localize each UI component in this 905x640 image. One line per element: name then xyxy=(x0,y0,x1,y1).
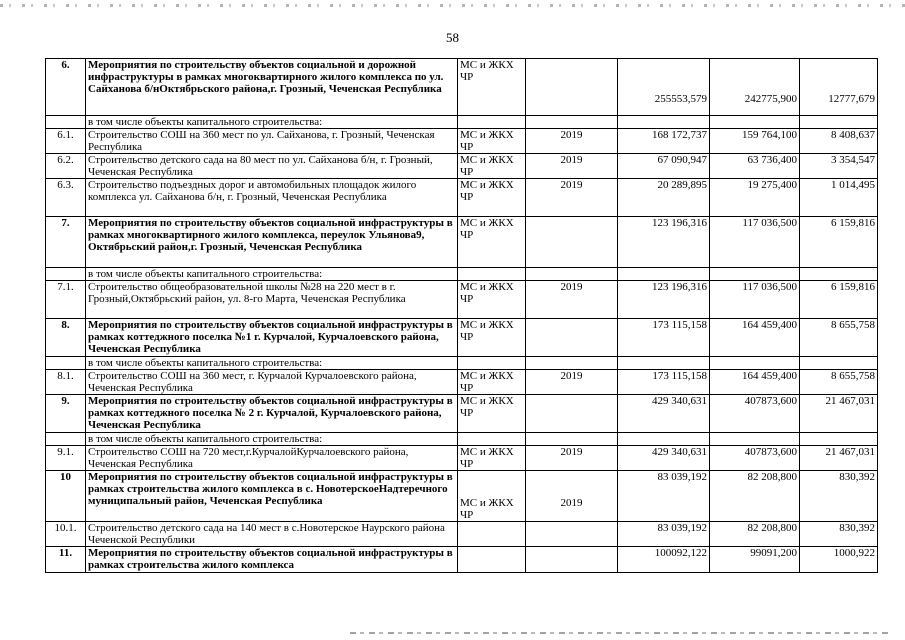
year xyxy=(526,217,618,268)
year: 2019 xyxy=(526,281,618,319)
table-row xyxy=(46,116,878,129)
subheading: в том числе объекты капитального строительства: xyxy=(86,268,458,281)
row-number: 10.1. xyxy=(46,522,86,547)
activity-name: Строительство СОШ на 720 мест,г.КурчалойКурчалоевского района, Чеченская Республика xyxy=(86,446,458,471)
federal-amount: 99091,200 xyxy=(710,547,800,573)
subheading: в том числе объекты капитального строительства: xyxy=(86,357,458,370)
federal-amount: 82 208,800 xyxy=(710,471,800,522)
table-row xyxy=(46,446,878,471)
executor: МС и ЖКХ ЧР xyxy=(458,471,526,522)
total-amount: 255553,579 xyxy=(618,59,710,116)
regional-amount: 3 354,547 xyxy=(800,154,878,179)
total-amount: 100092,122 xyxy=(618,547,710,573)
regional-amount: 830,392 xyxy=(800,522,878,547)
executor xyxy=(458,522,526,547)
table-row xyxy=(46,154,878,179)
table-row xyxy=(46,433,878,446)
total-amount: 429 340,631 xyxy=(618,446,710,471)
executor: МС и ЖКХ ЧР xyxy=(458,446,526,471)
activity-name: Мероприятия по строительству объектов социальной инфраструктуры в рамках строительства жилого комплекса xyxy=(86,547,458,573)
year: 2019 xyxy=(526,370,618,395)
row-number: 7.1. xyxy=(46,281,86,319)
subheading: в том числе объекты капитального строительства: xyxy=(86,433,458,446)
regional-amount: 8 408,637 xyxy=(800,129,878,154)
total-amount: 83 039,192 xyxy=(618,522,710,547)
row-number: 8. xyxy=(46,319,86,357)
regional-amount: 6 159,816 xyxy=(800,217,878,268)
table-row xyxy=(46,395,878,433)
regional-amount: 6 159,816 xyxy=(800,281,878,319)
activity-name: Мероприятия по строительству объектов социальной и дорожной инфраструктуры в рамках многоквартирного жилого комплекса по ул. Сайханова б/нОктябрьского района,г. Грозный, Чеченская Республика xyxy=(86,59,458,116)
federal-amount: 117 036,500 xyxy=(710,217,800,268)
regional-amount: 8 655,758 xyxy=(800,370,878,395)
federal-amount: 82 208,800 xyxy=(710,522,800,547)
federal-amount: 164 459,400 xyxy=(710,370,800,395)
row-number: 6.3. xyxy=(46,179,86,217)
regional-amount: 21 467,031 xyxy=(800,395,878,433)
activity-name: Строительство детского сада на 80 мест по ул. Сайханова б/н, г. Грозный, Чеченская Республика xyxy=(86,154,458,179)
total-amount: 173 115,158 xyxy=(618,319,710,357)
federal-amount: 19 275,400 xyxy=(710,179,800,217)
row-number: 8.1. xyxy=(46,370,86,395)
activity-name: Мероприятия по строительству объектов социальной инфраструктуры в рамках коттеджного поселка №1 г. Курчалой, Курчалоевского района, Чеченская Республика xyxy=(86,319,458,357)
executor: МС и ЖКХ ЧР xyxy=(458,59,526,116)
executor: МС и ЖКХ ЧР xyxy=(458,179,526,217)
row-number: 9. xyxy=(46,395,86,433)
row-number: 6.1. xyxy=(46,129,86,154)
table-row xyxy=(46,357,878,370)
regional-amount: 12777,679 xyxy=(800,59,878,116)
executor: МС и ЖКХ ЧР xyxy=(458,319,526,357)
total-amount: 123 196,316 xyxy=(618,281,710,319)
row-number: 6.2. xyxy=(46,154,86,179)
regional-amount: 21 467,031 xyxy=(800,446,878,471)
table-row xyxy=(46,179,878,217)
year: 2019 xyxy=(526,446,618,471)
year xyxy=(526,522,618,547)
regional-amount: 1 014,495 xyxy=(800,179,878,217)
row-number: 10 xyxy=(46,471,86,522)
row-number: 11. xyxy=(46,547,86,573)
page-number: 58 xyxy=(446,30,459,45)
total-amount: 429 340,631 xyxy=(618,395,710,433)
table-row xyxy=(46,281,878,319)
federal-amount: 407873,600 xyxy=(710,395,800,433)
total-amount: 67 090,947 xyxy=(618,154,710,179)
total-amount: 173 115,158 xyxy=(618,370,710,395)
regional-amount: 1000,922 xyxy=(800,547,878,573)
activity-name: Строительство СОШ на 360 мест по ул. Сайханова, г. Грозный, Чеченская Республика xyxy=(86,129,458,154)
year: 2019 xyxy=(526,154,618,179)
table-row xyxy=(46,522,878,547)
table-row xyxy=(46,471,878,522)
total-amount: 83 039,192 xyxy=(618,471,710,522)
row-number: 6. xyxy=(46,59,86,116)
total-amount: 123 196,316 xyxy=(618,217,710,268)
activity-name: Строительство СОШ на 360 мест, г. Курчалой Курчалоевского района, Чеченская Республика xyxy=(86,370,458,395)
executor: МС и ЖКХ ЧР xyxy=(458,217,526,268)
activity-name: Мероприятия по строительству объектов социальной инфраструктуры в рамках многоквартирного жилого комплекса, переулок Ульянова9, Октябрьский район,г. Грозный, Чеченская Республика xyxy=(86,217,458,268)
program-activities-table xyxy=(45,58,878,573)
row-number: 7. xyxy=(46,217,86,268)
executor: МС и ЖКХ ЧР xyxy=(458,154,526,179)
row-number: 9.1. xyxy=(46,446,86,471)
total-amount: 20 289,895 xyxy=(618,179,710,217)
executor: МС и ЖКХ ЧР xyxy=(458,395,526,433)
subheading: в том числе объекты капитального строительства: xyxy=(86,116,458,129)
table-row xyxy=(46,217,878,268)
year xyxy=(526,395,618,433)
year xyxy=(526,59,618,116)
federal-amount: 407873,600 xyxy=(710,446,800,471)
year: 2019 xyxy=(526,129,618,154)
table-row xyxy=(46,319,878,357)
table-row xyxy=(46,547,878,573)
total-amount: 168 172,737 xyxy=(618,129,710,154)
table-row xyxy=(46,370,878,395)
scan-artifact-top xyxy=(0,4,905,7)
federal-amount: 63 736,400 xyxy=(710,154,800,179)
activity-name: Мероприятия по строительству объектов социальной инфраструктуры в рамках строительства жилого комплекса в с. НовотерскоеНадтеречного муниципальный район, Чеченская Республика xyxy=(86,471,458,522)
scan-artifact-bottom xyxy=(350,632,890,634)
activity-name: Строительство детского сада на 140 мест в с.Новотерское Наурского района Чеченской Республики xyxy=(86,522,458,547)
executor: МС и ЖКХ ЧР xyxy=(458,370,526,395)
year: 2019 xyxy=(526,471,618,522)
regional-amount: 830,392 xyxy=(800,471,878,522)
executor xyxy=(458,547,526,573)
table-row xyxy=(46,129,878,154)
executor: МС и ЖКХ ЧР xyxy=(458,129,526,154)
federal-amount: 164 459,400 xyxy=(710,319,800,357)
activity-name: Мероприятия по строительству объектов социальной инфраструктуры в рамках коттеджного поселка № 2 г. Курчалой, Курчалоевского района, Чеченская Республика xyxy=(86,395,458,433)
activity-name: Строительство общеобразовательной школы №28 на 220 мест в г. Грозный,Октябрьский район, ул. 8-го Марта, Чеченская Республика xyxy=(86,281,458,319)
table-row xyxy=(46,268,878,281)
federal-amount: 117 036,500 xyxy=(710,281,800,319)
activity-name: Строительство подъездных дорог и автомобильных площадок жилого комплекса ул. Сайханова б/н, г. Грозный, Чеченская Республика xyxy=(86,179,458,217)
year xyxy=(526,319,618,357)
year xyxy=(526,547,618,573)
year: 2019 xyxy=(526,179,618,217)
federal-amount: 159 764,100 xyxy=(710,129,800,154)
federal-amount: 242775,900 xyxy=(710,59,800,116)
executor: МС и ЖКХ ЧР xyxy=(458,281,526,319)
table-row xyxy=(46,59,878,116)
regional-amount: 8 655,758 xyxy=(800,319,878,357)
